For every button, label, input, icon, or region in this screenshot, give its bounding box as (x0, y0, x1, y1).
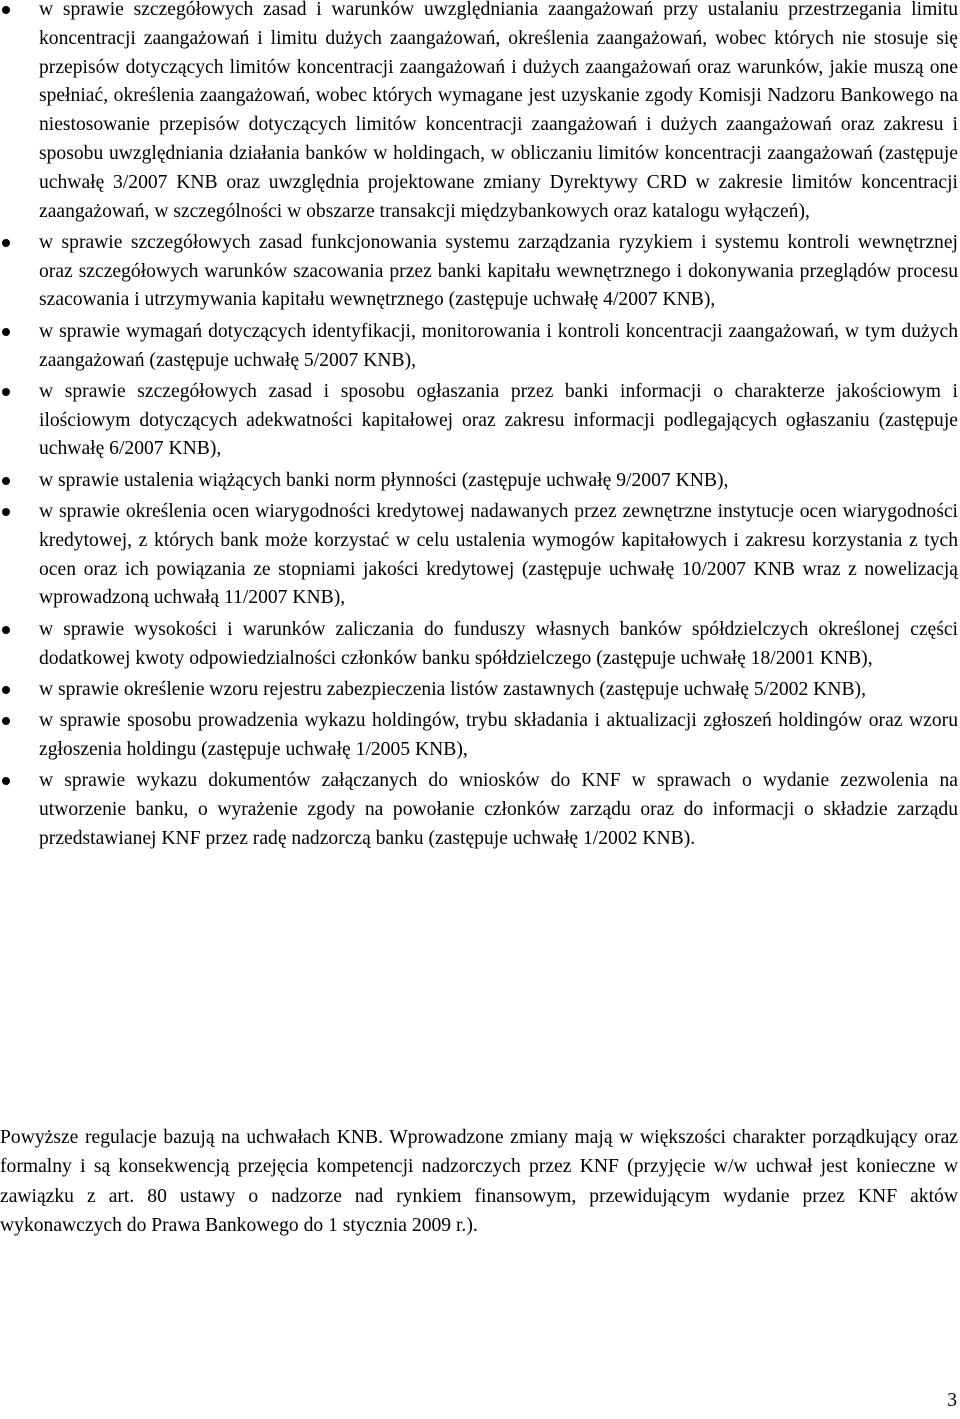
bullet-icon (2, 239, 10, 247)
summary-paragraph: Powyższe regulacje bazują na uchwałach KNB. Wprowadzone zmiany mają w większości charakter porządkujący oraz formalny i są konsekwencją przejęcia kompetencji nadzorczych przez KNF (przyjęcie w/w uchwał jest konieczne w zawiązku z art. 80 ustawy o nadzorze nad rynkiem finansowym, przewidującym wydanie przez KNF aktów wykonawczych do Prawa Bankowego do 1 stycznia 2009 r.). (0, 1127, 958, 1236)
list-item (0, 467, 958, 496)
list-item-text: w sprawie ustalenia wiążących banki norm płynności (zastępuje uchwałę 9/2007 KNB), (39, 469, 729, 491)
page-number: 3 (947, 1390, 957, 1411)
bullet-icon (2, 508, 10, 516)
list-item (0, 676, 958, 705)
bullet-icon (2, 6, 10, 14)
bullet-icon (2, 717, 10, 725)
bullet-icon (2, 626, 10, 634)
list-item-text: w sprawie szczegółowych zasad funkcjonowania systemu zarządzania ryzykiem i systemu kontroli wewnętrznej oraz szczegółowych warunków szacowania przez banki kapitału wewnętrznego i dokonywania przeglądów procesu szacowania i utrzymywania kapitału wewnętrznego (zastępuje uchwałę 4/2007 KNB), (39, 231, 958, 311)
list-item (0, 498, 958, 613)
list-item-text: w sprawie wykazu dokumentów załączanych do wniosków do KNF w sprawach o wydanie zezwolenia na utworzenie banku, o wyrażenie zgody na powołanie członków zarządu oraz do informacji o składzie zarządu przedstawianej KNF przez radę nadzorczą banku (zastępuje uchwałę 1/2002 KNB). (39, 770, 958, 849)
list-item (0, 0, 958, 226)
list-item-text: w sprawie sposobu prowadzenia wykazu holdingów, trybu składania i aktualizacji zgłoszeń holdingów oraz wzoru zgłoszenia holdingu (zastępuje uchwałę 1/2005 KNB), (39, 710, 958, 760)
bullet-icon (2, 388, 10, 396)
list-item (0, 378, 958, 464)
bullet-icon (2, 777, 10, 785)
list-item-text: w sprawie szczegółowych zasad i sposobu ogłaszania przez banki informacji o charakterze jakościowym i ilościowym dotyczących adekwatności kapitałowej oraz zakresu informacji podlegających ogłaszaniu (zastępuje uchwałę 6/2007 KNB), (39, 380, 958, 460)
list-item-text: w sprawie wysokości i warunków zaliczania do funduszy własnych banków spółdzielczych określonej części dodatkowej kwoty odpowiedzialności członków banku spółdzielczego (zastępuje uchwałę 18/2001 KNB), (39, 618, 958, 669)
list-item (0, 707, 958, 765)
bullet-icon (2, 328, 10, 336)
bullet-icon (2, 686, 10, 694)
list-item (0, 318, 958, 376)
bullet-icon (2, 477, 10, 485)
list-item (0, 616, 958, 674)
list-item-text: w sprawie określenie wzoru rejestru zabezpieczenia listów zastawnych (zastępuje uchwałę 5/2002 KNB), (39, 678, 866, 700)
list-item-text: w sprawie określenia ocen wiarygodności kredytowej nadawanych przez zewnętrzne instytucje ocen wiarygodności kredytowej, z których bank może korzystać w celu ustalenia wymogów kapitałowych i zakresu korzystania z tych ocen oraz ich powiązania ze stopniami jakości kredytowej (zastępuje uchwałę 10/2007 KNB wraz z nowelizacją wprowadzoną uchwałą 11/2007 KNB), (39, 501, 958, 609)
list-item (0, 767, 958, 853)
list-item (0, 229, 958, 315)
list-item-text: w sprawie szczegółowych zasad i warunków uwzględniania zaangażowań przy ustalaniu przestrzegania limitu koncentracji zaangażowań i limitu dużych zaangażowań, określenia zaangażowań, wobec których nie stosuje się przepisów dotyczących limitów koncentracji zaangażowań i dużych zaangażowań oraz warunków, jakie muszą one spełniać, określenia zaangażowań, wobec których wymagane jest uzyskanie zgody Komisji Nadzoru Bankowego na niestosowanie przepisów dotyczących limitów koncentracji zaangażowań i dużych zaangażowań oraz zakresu i sposobu uwzględniania działania banków w holdingach, w obliczaniu limitów koncentracji zaangażowań (zastępuje uchwałę 3/2007 KNB oraz uwzględnia projektowane zmiany Dyrektywy CRD w zakresie limitów koncentracji zaangażowań, w szczególności w obszarze transakcji międzybankowych oraz katalogu wyłączeń), (39, 0, 958, 222)
list-item-text: w sprawie wymagań dotyczących identyfikacji, monitorowania i kontroli koncentracji zaangażowań, w tym dużych zaangażowań (zastępuje uchwałę 5/2007 KNB), (39, 320, 958, 371)
